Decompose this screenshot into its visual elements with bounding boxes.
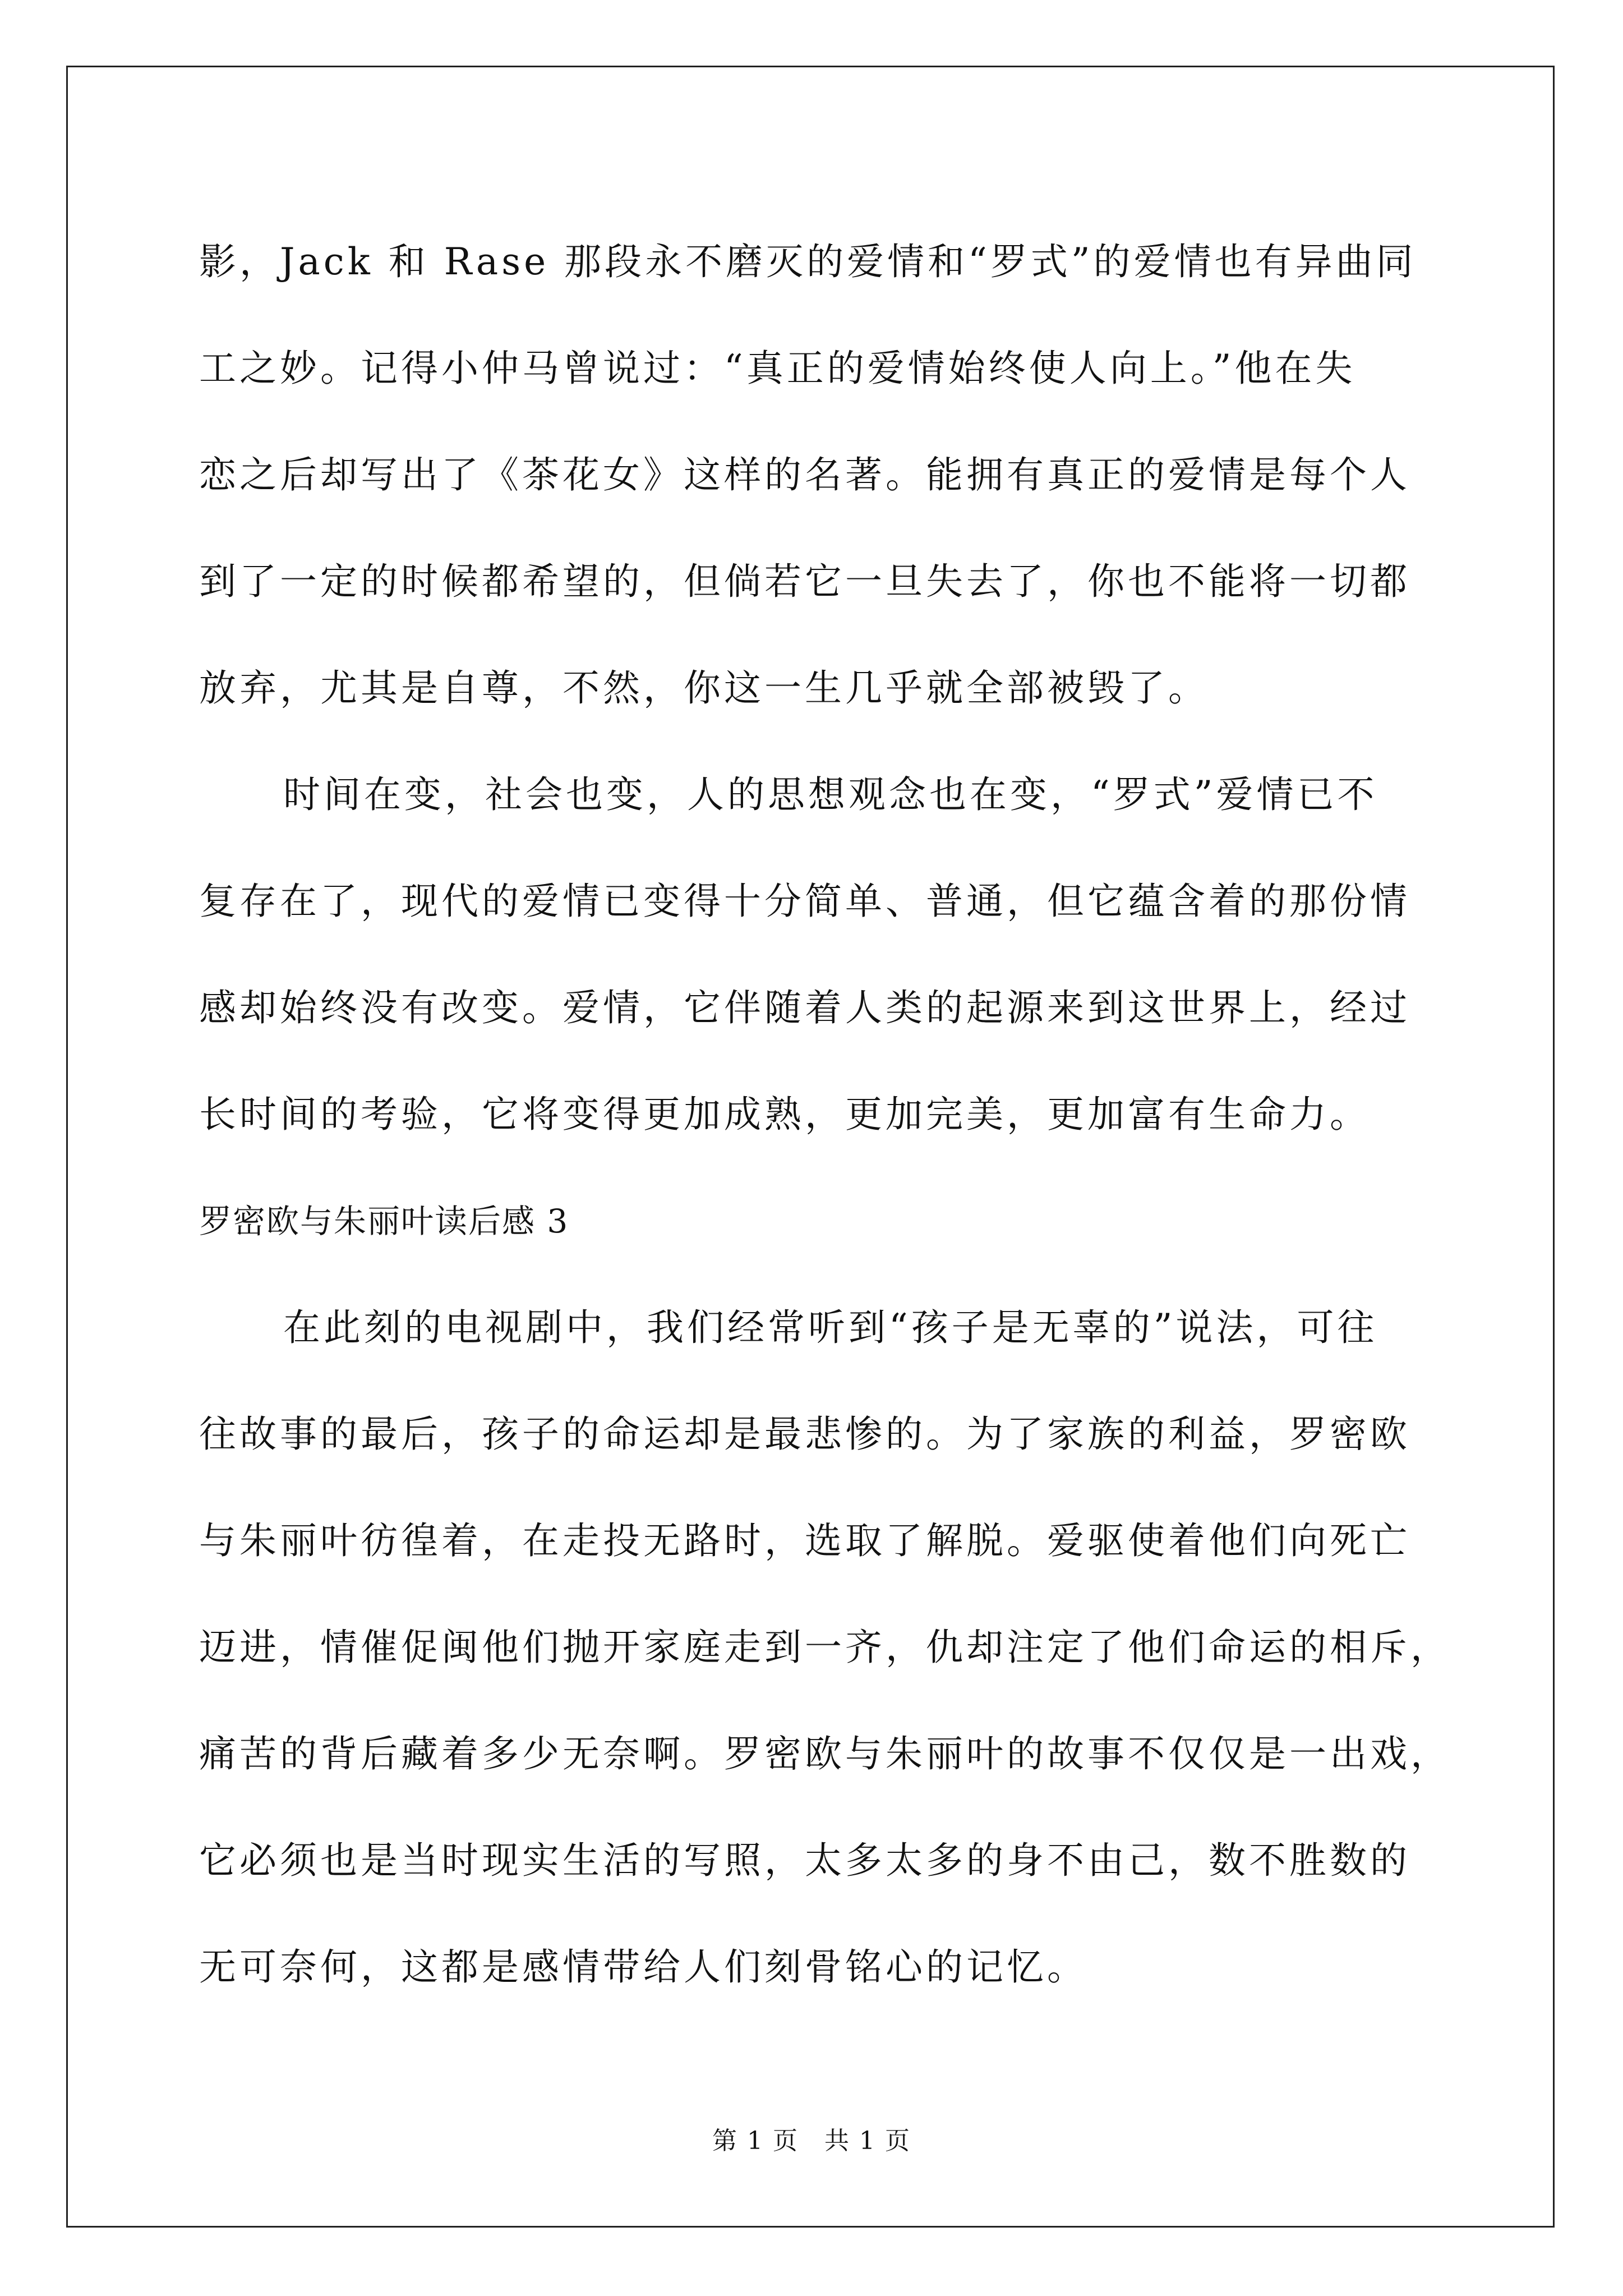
section-heading: 罗密欧与朱丽叶读后感 3: [199, 1202, 569, 1240]
text-line: 无可奈何，这都是感情带给人们刻骨铭心的记忆。: [199, 1945, 1087, 1989]
text-line: 往故事的最后，孩子的命运却是最悲惨的。为了家族的利益，罗密欧: [199, 1412, 1410, 1456]
document-body: [199, 209, 1451, 2021]
text-line: 放弃，尤其是自尊，不然，你这一生几乎就全部被毁了。: [199, 666, 1209, 710]
text-line: 影，Jack 和 Rase 那段永不磨灭的爱情和“罗式”的爱情也有异曲同: [199, 240, 1417, 283]
text-line: 痛苦的背后藏着多少无奈啊。罗密欧与朱丽叶的故事不仅仅是一出戏，: [199, 1732, 1451, 1775]
text-line: 长时间的考验，它将变得更加成熟，更加完美，更加富有生命力。: [199, 1093, 1370, 1136]
text-line: 感却始终没有改变。爱情，它伴随着人类的起源来到这世界上，经过: [199, 986, 1410, 1029]
text-line: 到了一定的时候都希望的，但倘若它一旦失去了，你也不能将一切都: [199, 560, 1410, 603]
paragraph-3: [199, 1274, 1451, 2021]
text-line: 工之妙。记得小仲马曾说过：“真正的爱情始终使人向上。”他在失: [199, 347, 1356, 390]
text-line: 迈进，情催促闽他们抛开家庭走到一齐，仇却注定了他们命运的相斥，: [199, 1626, 1451, 1669]
text-line: 与朱丽叶彷徨着，在走投无路时，选取了解脱。爱驱使着他们向死亡: [199, 1519, 1410, 1562]
text-line: 它必须也是当时现实生活的写照，太多太多的身不由己，数不胜数的: [199, 1839, 1410, 1882]
text-line: 时间在变，社会也变，人的思想观念也在变，“罗式”爱情已不: [283, 773, 1378, 816]
text-line: 在此刻的电视剧中，我们经常听到“孩子是无辜的”说法，可往: [283, 1306, 1378, 1349]
text-line: 恋之后却写出了《茶花女》这样的名著。能拥有真正的爱情是每个人: [199, 453, 1410, 496]
paragraph-1: [199, 209, 1433, 742]
paragraph-2: [199, 742, 1433, 1168]
text-line: 复存在了，现代的爱情已变得十分简单、普通，但它蕴含着的那份情: [199, 880, 1410, 923]
page-number: 第 1 页 共 1 页: [712, 2127, 911, 2155]
